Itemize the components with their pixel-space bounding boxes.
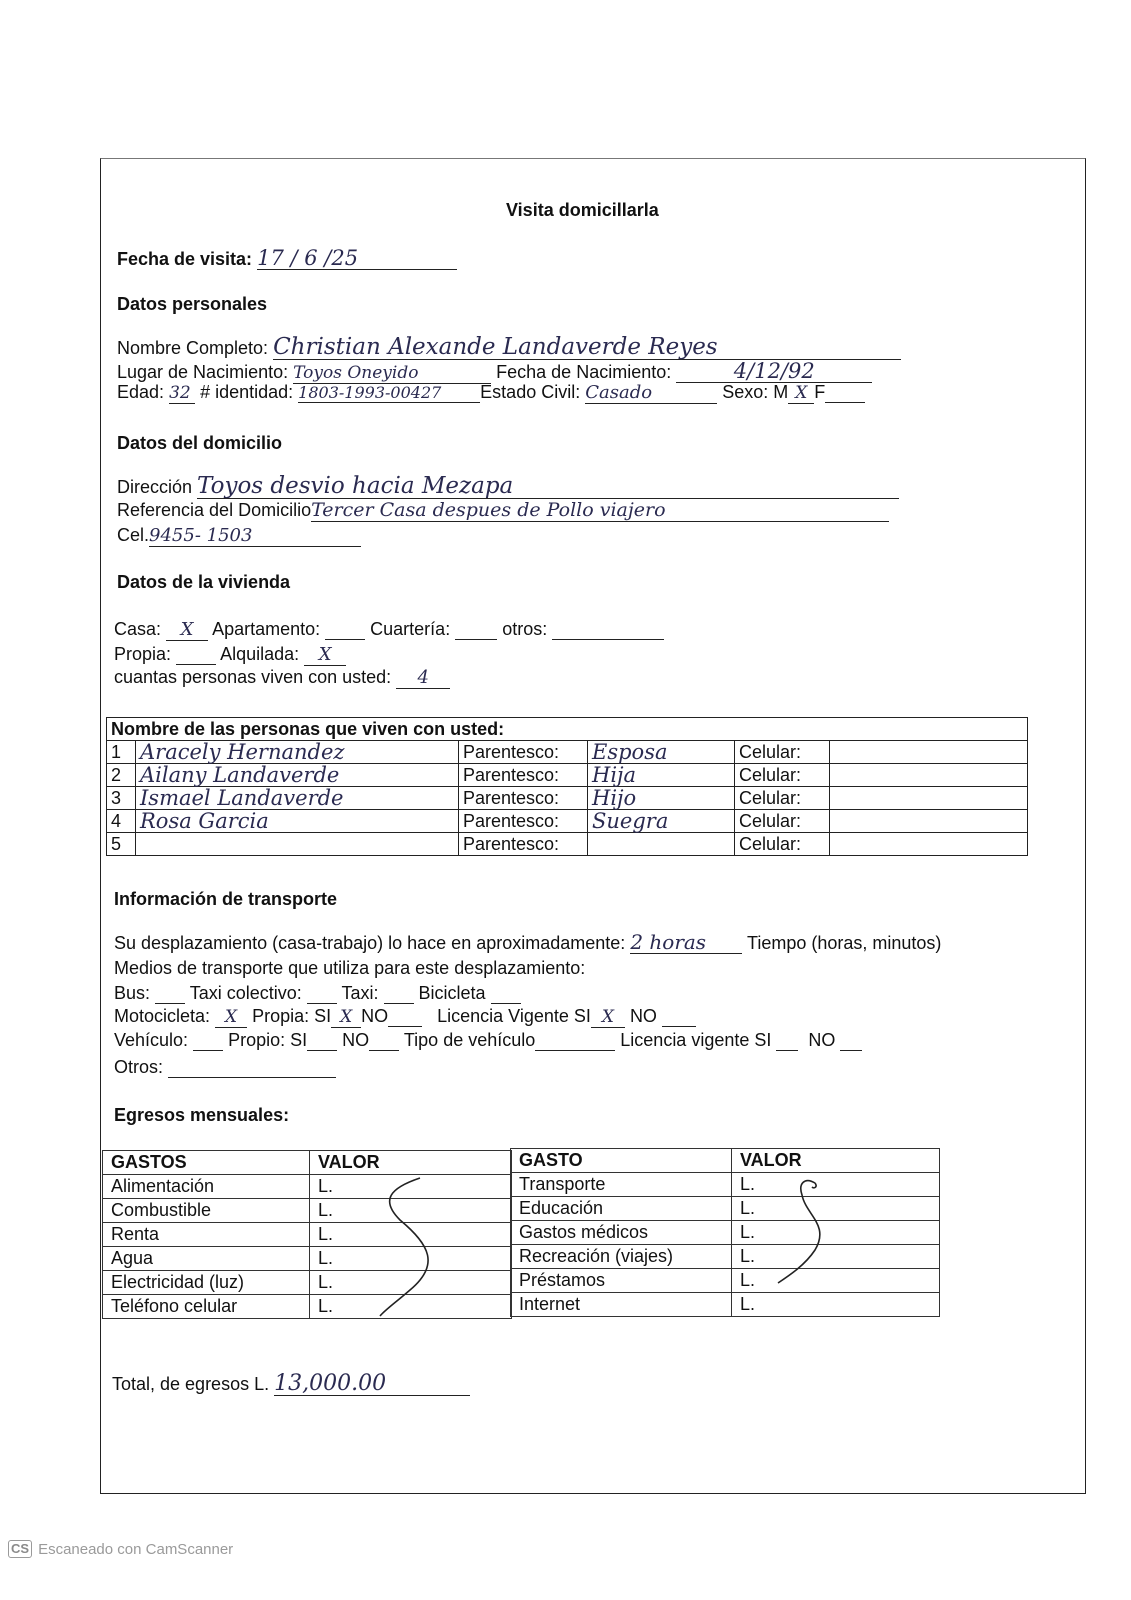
taxi-colectivo-label: Taxi colectivo: xyxy=(189,983,302,1003)
expense-label: Teléfono celular xyxy=(103,1295,310,1319)
expense-row xyxy=(511,1173,940,1197)
person-name-field[interactable]: Ailany Landaverde xyxy=(136,764,459,787)
propio-no-field[interactable] xyxy=(369,1031,399,1051)
sex-f-label: F xyxy=(814,382,826,402)
camscanner-watermark xyxy=(8,1540,233,1558)
propio-si-field[interactable] xyxy=(307,1031,337,1051)
transport-heading: Información de transporte xyxy=(114,889,338,909)
commute-row xyxy=(114,932,941,954)
expense-value-field[interactable]: L. xyxy=(732,1245,940,1269)
domicile-heading: Datos del domicilio xyxy=(117,433,283,453)
parentesco-label: Parentesco: xyxy=(459,833,588,856)
expense-row xyxy=(511,1197,940,1221)
commute-unit: Tiempo (horas, minutos) xyxy=(747,933,942,953)
cel-label: Cel. xyxy=(117,525,150,545)
table-row xyxy=(107,741,1028,764)
birthplace-label: Lugar de Nacimiento: xyxy=(117,362,289,382)
expense-label: Educación xyxy=(511,1197,732,1221)
expense-label: Alimentación xyxy=(103,1175,310,1199)
expense-value-field[interactable]: L. xyxy=(310,1271,512,1295)
tipo-label: Tipo de vehículo xyxy=(403,1030,536,1050)
expense-label: Gastos médicos xyxy=(511,1221,732,1245)
birthdate-field[interactable]: 4/12/92 xyxy=(676,360,872,383)
expense-value-field[interactable]: L. xyxy=(732,1269,940,1293)
parentesco-label: Parentesco: xyxy=(459,764,588,787)
sex-m-field[interactable]: X xyxy=(788,385,814,404)
birthdate-label: Fecha de Nacimiento: xyxy=(496,362,672,382)
sex-m-label: Sexo: M xyxy=(722,382,789,402)
propio-no-label: NO xyxy=(342,1030,370,1050)
relation-field[interactable]: Hijo xyxy=(588,787,735,810)
total-row xyxy=(112,1372,470,1396)
row-number: 5 xyxy=(107,833,136,856)
table-row xyxy=(107,833,1028,856)
cuarteria-field[interactable] xyxy=(455,620,497,640)
alquilada-field[interactable]: X xyxy=(304,646,346,666)
expense-row xyxy=(511,1293,940,1317)
visit-date-row xyxy=(117,247,457,270)
propia-label: Propia: xyxy=(114,644,172,664)
phone-field[interactable] xyxy=(830,810,1027,832)
means-label: Medios de transporte que utiliza para este desplazamiento: xyxy=(114,958,586,978)
people-table-header: Nombre de las personas que viven con usted: xyxy=(107,718,1028,741)
sex-f-field[interactable] xyxy=(825,383,865,403)
expense-row xyxy=(103,1199,512,1223)
persons-label: cuantas personas viven con usted: xyxy=(114,667,392,687)
person-name-field[interactable]: Ismael Landaverde xyxy=(136,787,459,810)
propio-label: Propio: SI xyxy=(228,1030,308,1050)
expense-label: Agua xyxy=(103,1247,310,1271)
address-field[interactable]: Toyos desvio hacia Mezapa xyxy=(197,474,899,499)
expense-value-field[interactable]: L. xyxy=(310,1295,512,1319)
id-label: # identidad: xyxy=(200,382,294,402)
total-field[interactable]: 13,000.00 xyxy=(274,1372,470,1396)
parentesco-label: Parentesco: xyxy=(459,787,588,810)
phone-field[interactable] xyxy=(830,833,1027,855)
casa-field[interactable]: X xyxy=(166,621,208,641)
moto-field[interactable]: X xyxy=(215,1009,247,1028)
persons-row xyxy=(114,667,450,689)
tipo-field[interactable] xyxy=(535,1031,615,1051)
phone-field[interactable] xyxy=(830,764,1027,786)
otros-field[interactable] xyxy=(552,620,664,640)
otros-row xyxy=(114,1057,336,1078)
relation-field[interactable]: Hija xyxy=(588,764,735,787)
apartamento-label: Apartamento: xyxy=(212,619,321,639)
expenses-right-table xyxy=(510,1148,940,1317)
parentesco-label: Parentesco: xyxy=(459,741,588,764)
people-table xyxy=(106,717,1028,856)
taxi-label: Taxi: xyxy=(341,983,379,1003)
bicicleta-field[interactable] xyxy=(491,984,521,1004)
phone-field[interactable] xyxy=(830,741,1027,763)
celular-label: Celular: xyxy=(735,833,830,855)
expense-label: Renta xyxy=(103,1223,310,1247)
person-name-field[interactable] xyxy=(136,833,459,856)
vehiculo-label: Vehículo: xyxy=(114,1030,189,1050)
celular-label: Celular: xyxy=(735,741,830,763)
expense-row xyxy=(511,1221,940,1245)
expense-row xyxy=(103,1271,512,1295)
taxi-colectivo-field[interactable] xyxy=(307,984,337,1004)
bus-row xyxy=(114,983,521,1004)
visit-date-label: Fecha de visita: xyxy=(117,249,253,269)
table-row xyxy=(107,810,1028,833)
expenses-left-table xyxy=(102,1150,512,1319)
alquilada-label: Alquilada: xyxy=(220,644,300,664)
expense-value-field[interactable]: L. xyxy=(310,1199,512,1223)
persons-field[interactable]: 4 xyxy=(396,669,450,689)
expense-value-field[interactable]: L. xyxy=(732,1221,940,1245)
bicicleta-label: Bicicleta xyxy=(418,983,486,1003)
expense-row xyxy=(103,1223,512,1247)
gasto-header: GASTO xyxy=(511,1149,732,1173)
expense-label: Recreación (viajes) xyxy=(511,1245,732,1269)
table-row xyxy=(107,764,1028,787)
expense-label: Electricidad (luz) xyxy=(103,1271,310,1295)
expense-label: Préstamos xyxy=(511,1269,732,1293)
expense-value-field[interactable]: L. xyxy=(310,1175,512,1199)
vehicle-row xyxy=(114,1030,862,1051)
expense-label: Combustible xyxy=(103,1199,310,1223)
housing-heading: Datos de la vivienda xyxy=(117,572,291,592)
expense-value-field[interactable]: L. xyxy=(732,1293,940,1317)
commute-label: Su desplazamiento (casa-trabajo) lo hace en aproximadamente: xyxy=(114,933,626,953)
expense-value-field[interactable]: L. xyxy=(310,1247,512,1271)
cuarteria-label: Cuartería: xyxy=(370,619,451,639)
expense-row xyxy=(511,1245,940,1269)
moto-propia-label: Propia: SI xyxy=(252,1006,332,1026)
casa-label: Casa: xyxy=(114,619,162,639)
personal-heading: Datos personales xyxy=(117,294,268,314)
moto-row xyxy=(114,1006,696,1028)
form-title: Visita domicillarla xyxy=(506,200,659,220)
expense-label: Transporte xyxy=(511,1173,732,1197)
parentesco-label: Parentesco: xyxy=(459,810,588,833)
moto-no-label: NO xyxy=(361,1006,389,1026)
cel-field[interactable]: 9455- 1503 xyxy=(149,527,361,547)
civil-field[interactable]: Casado xyxy=(585,384,717,404)
vehiculo-field[interactable] xyxy=(193,1031,223,1051)
licencia2-si-field[interactable] xyxy=(776,1031,798,1051)
relation-field[interactable]: Suegra xyxy=(588,810,735,833)
licencia-label: Licencia Vigente SI xyxy=(437,1006,591,1026)
expense-row xyxy=(103,1247,512,1271)
reference-label: Referencia del Domicilio xyxy=(117,500,312,520)
person-name-field[interactable]: Rosa Garcia xyxy=(136,810,459,833)
commute-field[interactable]: 2 horas xyxy=(630,932,742,954)
licencia2-label: Licencia vigente SI xyxy=(620,1030,772,1050)
housing-type-row xyxy=(114,619,664,641)
row-number: 1 xyxy=(107,741,136,764)
transport-otros-field[interactable] xyxy=(168,1058,336,1078)
celular-label: Celular: xyxy=(735,764,830,786)
moto-propia-si-field[interactable]: X xyxy=(331,1009,361,1028)
civil-label: Estado Civil: xyxy=(480,382,581,402)
expense-row xyxy=(103,1175,512,1199)
licencia2-no-field[interactable] xyxy=(840,1031,862,1051)
expense-value-field[interactable]: L. xyxy=(732,1173,940,1197)
tenure-row xyxy=(114,644,346,666)
name-row xyxy=(117,335,901,360)
row-number: 3 xyxy=(107,787,136,810)
gastos-header: GASTOS xyxy=(103,1151,310,1175)
apartamento-field[interactable] xyxy=(325,620,365,640)
licencia2-no-label: NO xyxy=(808,1030,836,1050)
camscanner-logo-icon: CS xyxy=(8,1540,32,1558)
taxi-field[interactable] xyxy=(384,984,414,1004)
relation-field[interactable]: Esposa xyxy=(588,741,735,764)
licencia-no-field[interactable] xyxy=(662,1007,696,1027)
expense-value-field[interactable]: L. xyxy=(732,1197,940,1221)
licencia-no-label: NO xyxy=(629,1006,657,1026)
moto-label: Motocicleta: xyxy=(114,1006,211,1026)
address-row xyxy=(117,474,899,499)
bus-label: Bus: xyxy=(114,983,151,1003)
camscanner-text: Escaneado con CamScanner xyxy=(38,1540,234,1558)
row-number: 2 xyxy=(107,764,136,787)
reference-field[interactable]: Tercer Casa despues de Pollo viajero xyxy=(311,501,889,522)
cel-row xyxy=(117,525,361,547)
id-field[interactable]: 1803-1993-00427 xyxy=(298,385,480,403)
expenses-heading: Egresos mensuales: xyxy=(114,1105,290,1125)
otros-label: otros: xyxy=(502,619,548,639)
bus-field[interactable] xyxy=(155,984,185,1004)
celular-label: Celular: xyxy=(735,810,830,832)
age-label: Edad: xyxy=(117,382,165,402)
expense-row xyxy=(103,1295,512,1319)
age-field[interactable]: 32 xyxy=(169,385,195,404)
celular-label: Celular: xyxy=(735,787,830,809)
transport-otros-label: Otros: xyxy=(114,1057,164,1077)
expense-value-field[interactable]: L. xyxy=(310,1223,512,1247)
address-label: Dirección xyxy=(117,477,193,497)
person-name-field[interactable]: Aracely Hernandez xyxy=(136,741,459,764)
visit-date-field[interactable]: 17 / 6 /25 xyxy=(257,247,457,270)
expense-label: Internet xyxy=(511,1293,732,1317)
table-row xyxy=(107,787,1028,810)
licencia-si-field[interactable]: X xyxy=(591,1009,625,1028)
total-label: Total, de egresos L. xyxy=(112,1374,270,1394)
propia-field[interactable] xyxy=(176,645,216,665)
phone-field[interactable] xyxy=(830,787,1027,809)
id-row xyxy=(117,382,865,404)
name-label: Nombre Completo: xyxy=(117,338,269,358)
valor-header: VALOR xyxy=(732,1149,940,1173)
relation-field[interactable] xyxy=(588,833,735,856)
name-field[interactable]: Christian Alexande Landaverde Reyes xyxy=(273,335,901,360)
birth-row xyxy=(117,360,872,384)
row-number: 4 xyxy=(107,810,136,833)
birthplace-field[interactable]: Toyos Oneyido xyxy=(293,365,491,384)
reference-row xyxy=(117,500,889,522)
valor-header: VALOR xyxy=(310,1151,512,1175)
moto-no-field[interactable] xyxy=(388,1007,422,1027)
expense-row xyxy=(511,1269,940,1293)
